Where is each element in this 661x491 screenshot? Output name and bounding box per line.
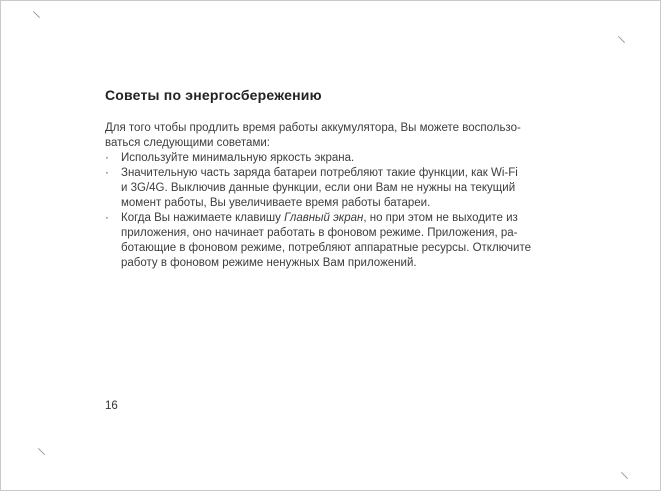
page-content <box>105 87 595 271</box>
list-item-text <box>121 166 595 211</box>
text-line: приложения, оно начинает работать в фоновом режиме. Приложения, ра- <box>121 227 518 239</box>
text-line: ботающие в фоновом режиме, потребляют аппаратные ресурсы. Отключите <box>121 242 531 254</box>
list-item <box>105 151 595 166</box>
text-segment: , но при этом не выходите из <box>363 212 518 224</box>
text-line: Используйте минимальную яркость экрана. <box>121 152 355 164</box>
list-item <box>105 166 595 211</box>
list-item-text <box>121 211 595 271</box>
bullet-marker: · <box>105 212 109 224</box>
text-line: момент работы, Вы увеличиваете время работы батареи. <box>121 197 431 209</box>
text-line: Значительную часть заряда батареи потребляют такие функции, как Wi-Fi <box>121 167 518 179</box>
list-item-text <box>121 151 595 166</box>
section-title: Советы по энергосбережению <box>105 87 322 103</box>
text-line: и 3G/4G. Выключив данные функции, если они Вам не нужны на текущий <box>121 182 516 194</box>
text-line <box>121 211 595 226</box>
crop-mark-bottom-right <box>621 472 628 479</box>
bullet-list <box>105 151 595 271</box>
text-segment: Когда Вы нажимаете клавишу <box>121 212 285 224</box>
crop-mark-top-right <box>618 36 625 43</box>
text-line: работу в фоновом режиме ненужных Вам приложений. <box>121 257 417 269</box>
text-line: ваться следующими советами: <box>105 137 270 149</box>
crop-mark-bottom-left <box>38 448 45 455</box>
intro-paragraph <box>105 121 595 151</box>
list-item <box>105 211 595 271</box>
text-line: Для того чтобы продлить время работы аккумулятора, Вы можете воспользо- <box>105 122 521 134</box>
bullet-marker: · <box>105 167 109 179</box>
crop-mark-top-left <box>33 11 40 18</box>
page-number: 16 <box>105 400 118 412</box>
italic-text-segment: Главный экран <box>284 212 364 224</box>
bullet-marker: · <box>105 152 109 164</box>
